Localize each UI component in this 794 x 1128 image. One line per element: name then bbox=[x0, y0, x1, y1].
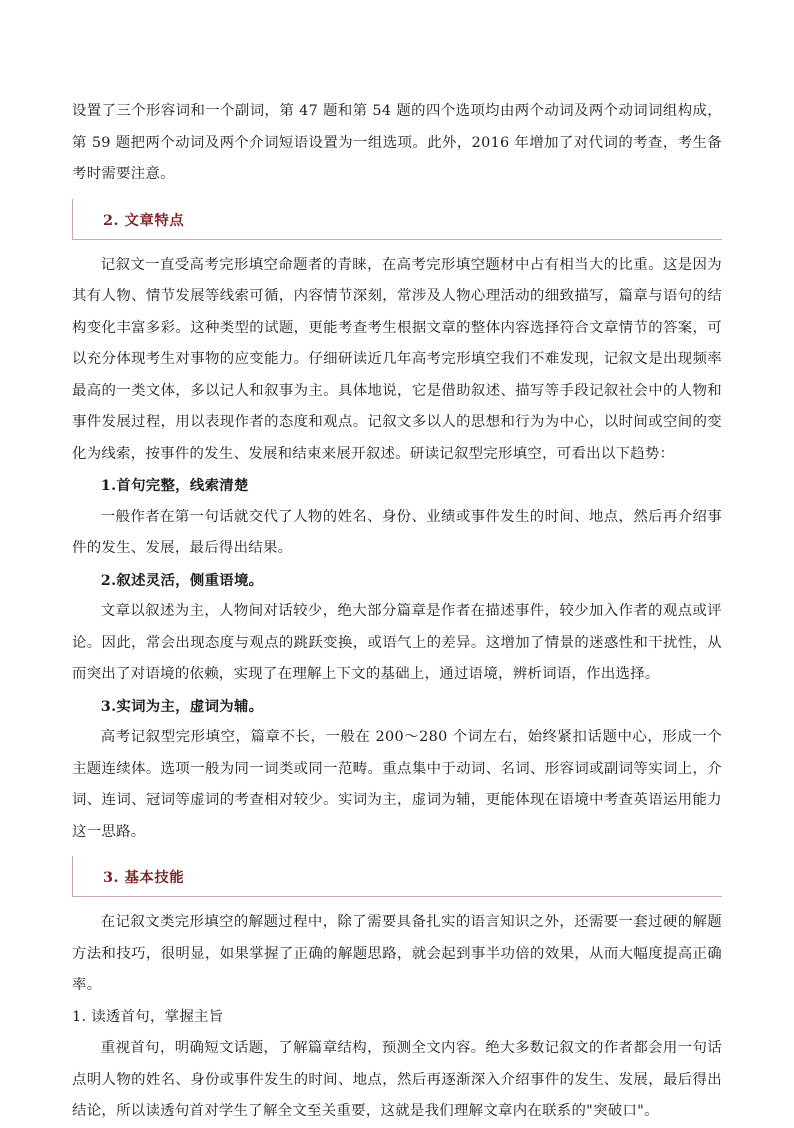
point-2-title: 2.叙述灵活，侧重语境。 bbox=[100, 571, 264, 589]
point-1-title: 1.首句完整，线索清楚 bbox=[100, 477, 249, 494]
section-heading-3-text: 3. 基本技能 bbox=[103, 869, 185, 886]
skill-1-body: 重视首句，明确短文话题，了解篇章结构，预测全文内容。绝大多数记叙文的作者都会用一句话点明人物的姓名、身份或事件发生的时间、地点，然后再逐渐深入介绍事件的发生、发展，最后得出结论，所以读透句首对学生了解全文至关重要，这就是我们理解文章内在联系的"突破口"。 bbox=[72, 1040, 722, 1119]
section-heading-2-text: 2. 文章特点 bbox=[103, 211, 185, 229]
point-2-body: 文章以叙述为主，人物间对话较少，绝大部分篇章是作者在描述事件，较少加入作者的观点或评论。因此，常会出现态度与观点的跳跃变换，或语气上的差异。这增加了情景的迷惑性和干扰性，从而突出了对语境的依赖，实现了在理解上下文的基础上，通过语境，辨析词语，作出选择。 bbox=[72, 603, 722, 682]
document-body bbox=[72, 96, 722, 1128]
point-1-body: 一般作者在第一句话就交代了人物的姓名、身份、业绩或事件发生的时间、地点，然后再介绍事件的发生、发展，最后得出结果。 bbox=[72, 508, 722, 556]
section2-paragraph: 记叙文一直受高考完形填空命题者的青睐，在高考完形填空题材中占有相当大的比重。这是因为其有人物、情节发展等线索可循，内容情节深刻，常涉及人物心理活动的细致描写，篇章与语句的结构变化丰富多彩。这种类型的试题，更能考查考生根据文章的整体内容选择符合文章情节的答案，可以充分体现考生对事物的应变能力。仔细研读近几年高考完形填空我们不难发现，记叙文是出现频率最高的一类文体，多以记人和叙事为主。具体地说，它是借助叙述、描写等手段记叙社会中的人物和事件发展过程，用以表现作者的态度和观点。记叙文多以人的思想和行为为中心，以时间或空间的变化为线索，按事件的发生、发展和结束来展开叙述。研读记叙型完形填空，可看出以下趋势： bbox=[72, 256, 722, 462]
section3-paragraph: 在记叙文类完形填空的解题过程中，除了需要具备扎实的语言知识之外，还需要一套过硬的解题方法和技巧，很明显，如果掌握了正确的解题思路，就会起到事半功倍的效果，从而大幅度提高正确率。 bbox=[72, 914, 722, 993]
section-heading-2 bbox=[72, 199, 722, 240]
intro-paragraph: 设置了三个形容词和一个副词，第 47 题和第 54 题的四个选项均由两个动词及两个动词词组构成，第 59 题把两个动词及两个介词短语设置为一组选项。此外，2016 年增加了对代词的考查，考生备考时需要注意。 bbox=[72, 103, 722, 182]
section-heading-3 bbox=[72, 856, 722, 897]
point-3-title: 3.实词为主，虚词为辅。 bbox=[100, 697, 264, 715]
skill-1-title: 1. 读透首句，掌握主旨 bbox=[72, 1008, 224, 1025]
point-3-body: 高考记叙型完形填空，篇章不长，一般在 200～280 个词左右，始终紧扣话题中心，形成一个主题连续体。选项一般为同一词类或同一范畴。重点集中于动词、名词、形容词或副词等实词上，介词、连词、冠词等虚词的考查相对较少。实词为主，虚词为辅，更能体现在语境中考查英语运用能力这一思路。 bbox=[72, 729, 722, 840]
